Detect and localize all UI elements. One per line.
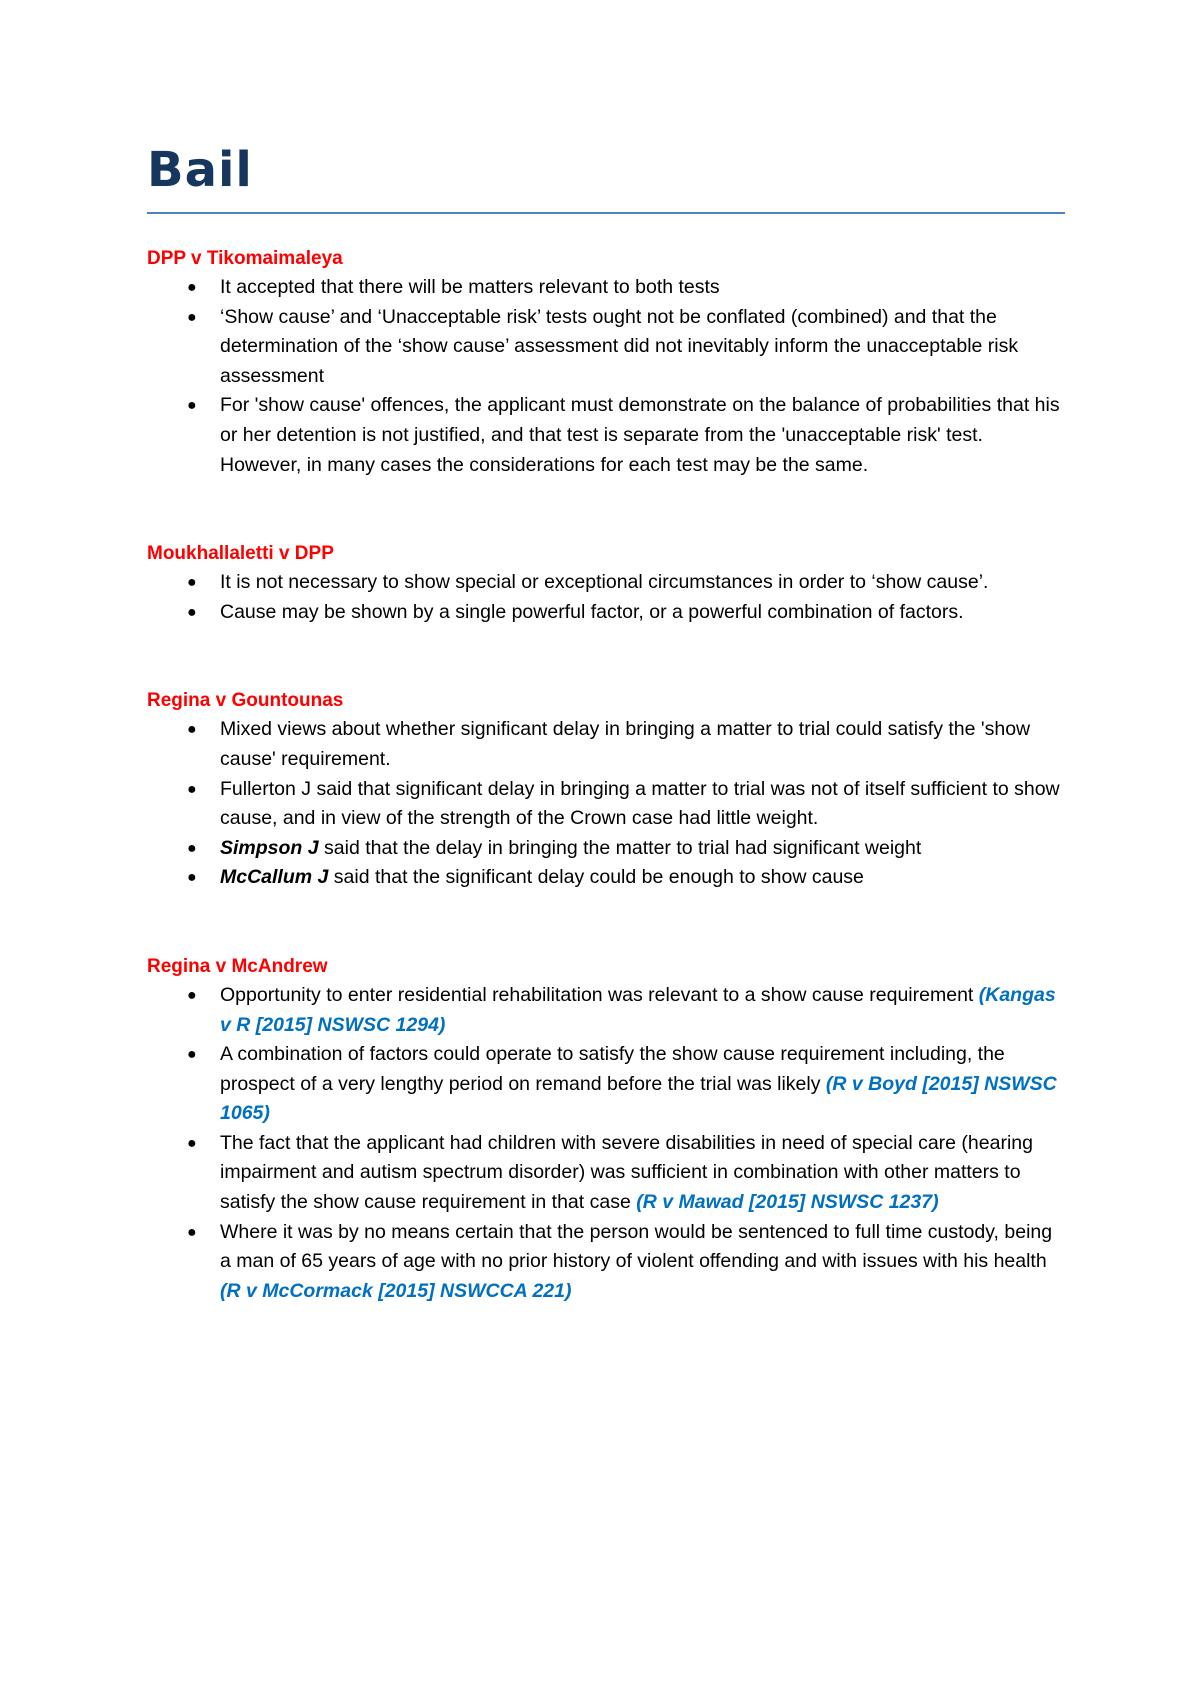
- case-citation: (R v Boyd [2015] NSWSC 1065): [220, 1072, 1057, 1125]
- list-item: ● Fullerton J said that significant delay in bringing a matter to trial was not of itself sufficient to show cause, and in view of the strength of the Crown case had little weight.: [147, 775, 1065, 834]
- bullet-icon: ●: [187, 1223, 197, 1241]
- judge-name: Simpson J: [220, 836, 319, 859]
- bullet-icon: ●: [187, 869, 197, 887]
- document-page: [147, 140, 1065, 1306]
- bullet-icon: ●: [187, 986, 197, 1004]
- list-item: ● Cause may be shown by a single powerful factor, or a powerful combination of factors.: [147, 598, 1065, 628]
- list-item: ● Where it was by no means certain that the person would be sentenced to full time custody, being a man of 65 years of age with no prior history of violent offending and with issues with his health (R v McCormack [2015] NSWCCA 221): [147, 1218, 1065, 1307]
- bullet-icon: ●: [187, 603, 197, 621]
- list-item: ● Opportunity to enter residential rehabilitation was relevant to a show cause requirement (Kangas v R [2015] NSWSC 1294): [147, 981, 1065, 1040]
- list-item: ● ‘Show cause’ and ‘Unacceptable risk’ tests ought not be conflated (combined) and that the determination of the ‘show cause’ assessment did not inevitably inform the unacceptable risk assessment: [147, 303, 1065, 392]
- list-item: ● McCallum J said that the significant delay could be enough to show cause: [147, 863, 1065, 893]
- bullet-icon: ●: [187, 1134, 197, 1152]
- case-citation: (Kangas v R [2015] NSWSC 1294): [220, 983, 1056, 1036]
- case-section-moukhallaletti: [147, 539, 1065, 627]
- bullet-icon: ●: [187, 839, 197, 857]
- list-item: ● It accepted that there will be matters relevant to both tests: [147, 273, 1065, 303]
- case-heading: Regina v McAndrew: [147, 955, 328, 977]
- bullet-icon: ●: [187, 574, 197, 592]
- list-item: ● Simpson J said that the delay in bringing the matter to trial had significant weight: [147, 834, 1065, 864]
- case-citation: (R v Mawad [2015] NSWSC 1237): [636, 1191, 939, 1214]
- page-title: Bail: [147, 140, 1065, 214]
- case-section-tikomaimaleya: [147, 244, 1065, 480]
- case-section-gountounas: [147, 686, 1065, 893]
- bullet-list: [147, 568, 1065, 627]
- list-item: ● For 'show cause' offences, the applicant must demonstrate on the balance of probabilities that his or her detention is not justified, and that test is separate from the 'unacceptable risk' test. However, in many cases the considerations for each test may be the same.: [147, 391, 1065, 480]
- list-item: ● Mixed views about whether significant delay in bringing a matter to trial could satisfy the 'show cause' requirement.: [147, 715, 1065, 774]
- case-heading: DPP v Tikomaimaleya: [147, 248, 343, 269]
- bullet-list: [147, 715, 1065, 893]
- bullet-list: [147, 981, 1065, 1307]
- bullet-icon: ●: [187, 308, 197, 326]
- list-item: ● A combination of factors could operate to satisfy the show cause requirement including, the prospect of a very lengthy period on remand before the trial was likely (R v Boyd [2015] NSWSC 1065): [147, 1040, 1065, 1129]
- case-heading: Moukhallaletti v DPP: [147, 543, 334, 565]
- case-section-mcandrew: [147, 952, 1065, 1307]
- bullet-icon: ●: [187, 1046, 197, 1064]
- bullet-icon: ●: [187, 397, 197, 415]
- case-heading: Regina v Gountounas: [147, 690, 344, 712]
- judge-name: McCallum J: [220, 866, 329, 889]
- list-item: ● The fact that the applicant had children with severe disabilities in need of special care (hearing impairment and autism spectrum disorder) was sufficient in combination with other matters to satisfy the show cause requirement in that case (R v Mawad [2015] NSWSC 1237): [147, 1129, 1065, 1218]
- case-citation: (R v McCormack [2015] NSWCCA 221): [220, 1279, 572, 1302]
- bullet-icon: ●: [187, 780, 197, 798]
- bullet-icon: ●: [187, 721, 197, 739]
- bullet-list: [147, 273, 1065, 480]
- list-item: ● It is not necessary to show special or exceptional circumstances in order to ‘show cause’.: [147, 568, 1065, 598]
- bullet-icon: ●: [187, 279, 197, 296]
